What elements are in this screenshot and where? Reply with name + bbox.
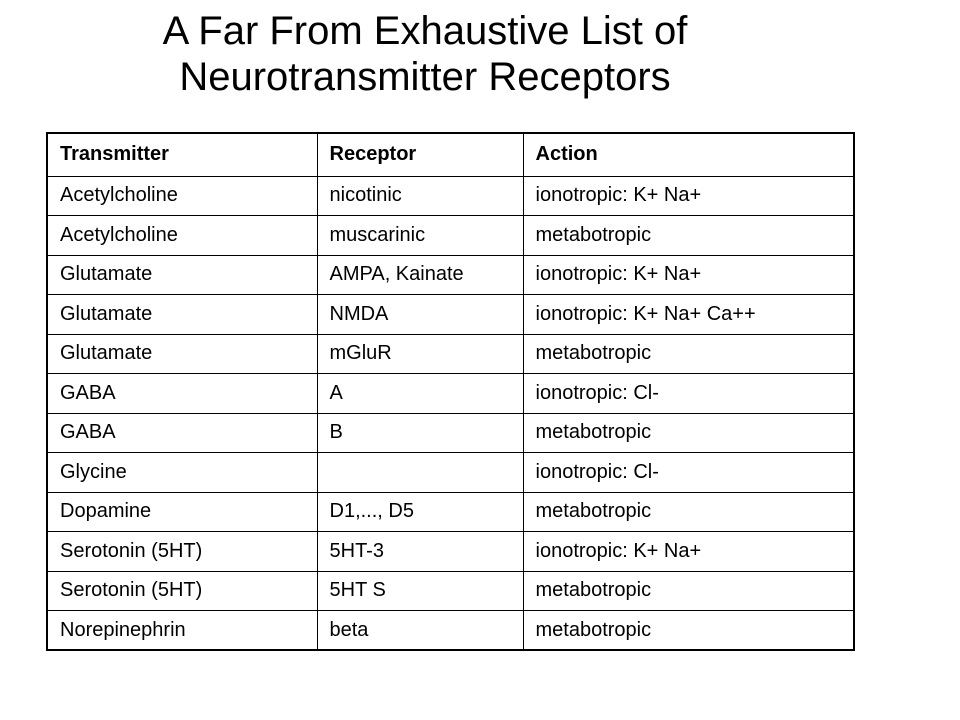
table-row (47, 571, 854, 611)
cell-action: ionotropic: Cl- (523, 453, 854, 493)
cell-receptor: beta (317, 611, 523, 651)
table-row (47, 492, 854, 532)
table-row (47, 216, 854, 256)
cell-receptor: D1,..., D5 (317, 492, 523, 532)
cell-transmitter: Acetylcholine (47, 176, 317, 216)
cell-action: ionotropic: K+ Na+ (523, 176, 854, 216)
cell-action: metabotropic (523, 334, 854, 374)
cell-receptor: NMDA (317, 295, 523, 335)
cell-receptor: B (317, 413, 523, 453)
header-receptor: Receptor (317, 133, 523, 176)
cell-transmitter: GABA (47, 374, 317, 414)
table-row (47, 532, 854, 572)
table-header-row (47, 133, 854, 176)
cell-action: ionotropic: K+ Na+ (523, 255, 854, 295)
table-row (47, 255, 854, 295)
table-row (47, 334, 854, 374)
table-row (47, 176, 854, 216)
cell-action: metabotropic (523, 571, 854, 611)
cell-transmitter: Glutamate (47, 334, 317, 374)
cell-receptor (317, 453, 523, 493)
cell-receptor: 5HT-3 (317, 532, 523, 572)
cell-transmitter: Norepinephrin (47, 611, 317, 651)
cell-action: metabotropic (523, 216, 854, 256)
table-row (47, 413, 854, 453)
cell-receptor: nicotinic (317, 176, 523, 216)
table-row (47, 295, 854, 335)
cell-action: ionotropic: K+ Na+ Ca++ (523, 295, 854, 335)
table-row (47, 611, 854, 651)
table-row (47, 374, 854, 414)
cell-transmitter: Acetylcholine (47, 216, 317, 256)
cell-action: ionotropic: K+ Na+ (523, 532, 854, 572)
header-action: Action (523, 133, 854, 176)
cell-transmitter: Serotonin (5HT) (47, 532, 317, 572)
receptor-table (46, 132, 855, 651)
cell-receptor: A (317, 374, 523, 414)
cell-receptor: AMPA, Kainate (317, 255, 523, 295)
slide-title-line-2: Neurotransmitter Receptors (179, 55, 671, 99)
cell-action: metabotropic (523, 611, 854, 651)
cell-transmitter: Serotonin (5HT) (47, 571, 317, 611)
table-row (47, 453, 854, 493)
cell-action: ionotropic: Cl- (523, 374, 854, 414)
cell-receptor: mGluR (317, 334, 523, 374)
cell-receptor: 5HT S (317, 571, 523, 611)
header-transmitter: Transmitter (47, 133, 317, 176)
cell-action: metabotropic (523, 413, 854, 453)
cell-receptor: muscarinic (317, 216, 523, 256)
cell-transmitter: Glutamate (47, 255, 317, 295)
cell-transmitter: Glycine (47, 453, 317, 493)
cell-transmitter: GABA (47, 413, 317, 453)
cell-transmitter: Dopamine (47, 492, 317, 532)
slide-title (0, 8, 850, 100)
slide-title-line-1: A Far From Exhaustive List of (162, 9, 688, 53)
cell-transmitter: Glutamate (47, 295, 317, 335)
cell-action: metabotropic (523, 492, 854, 532)
